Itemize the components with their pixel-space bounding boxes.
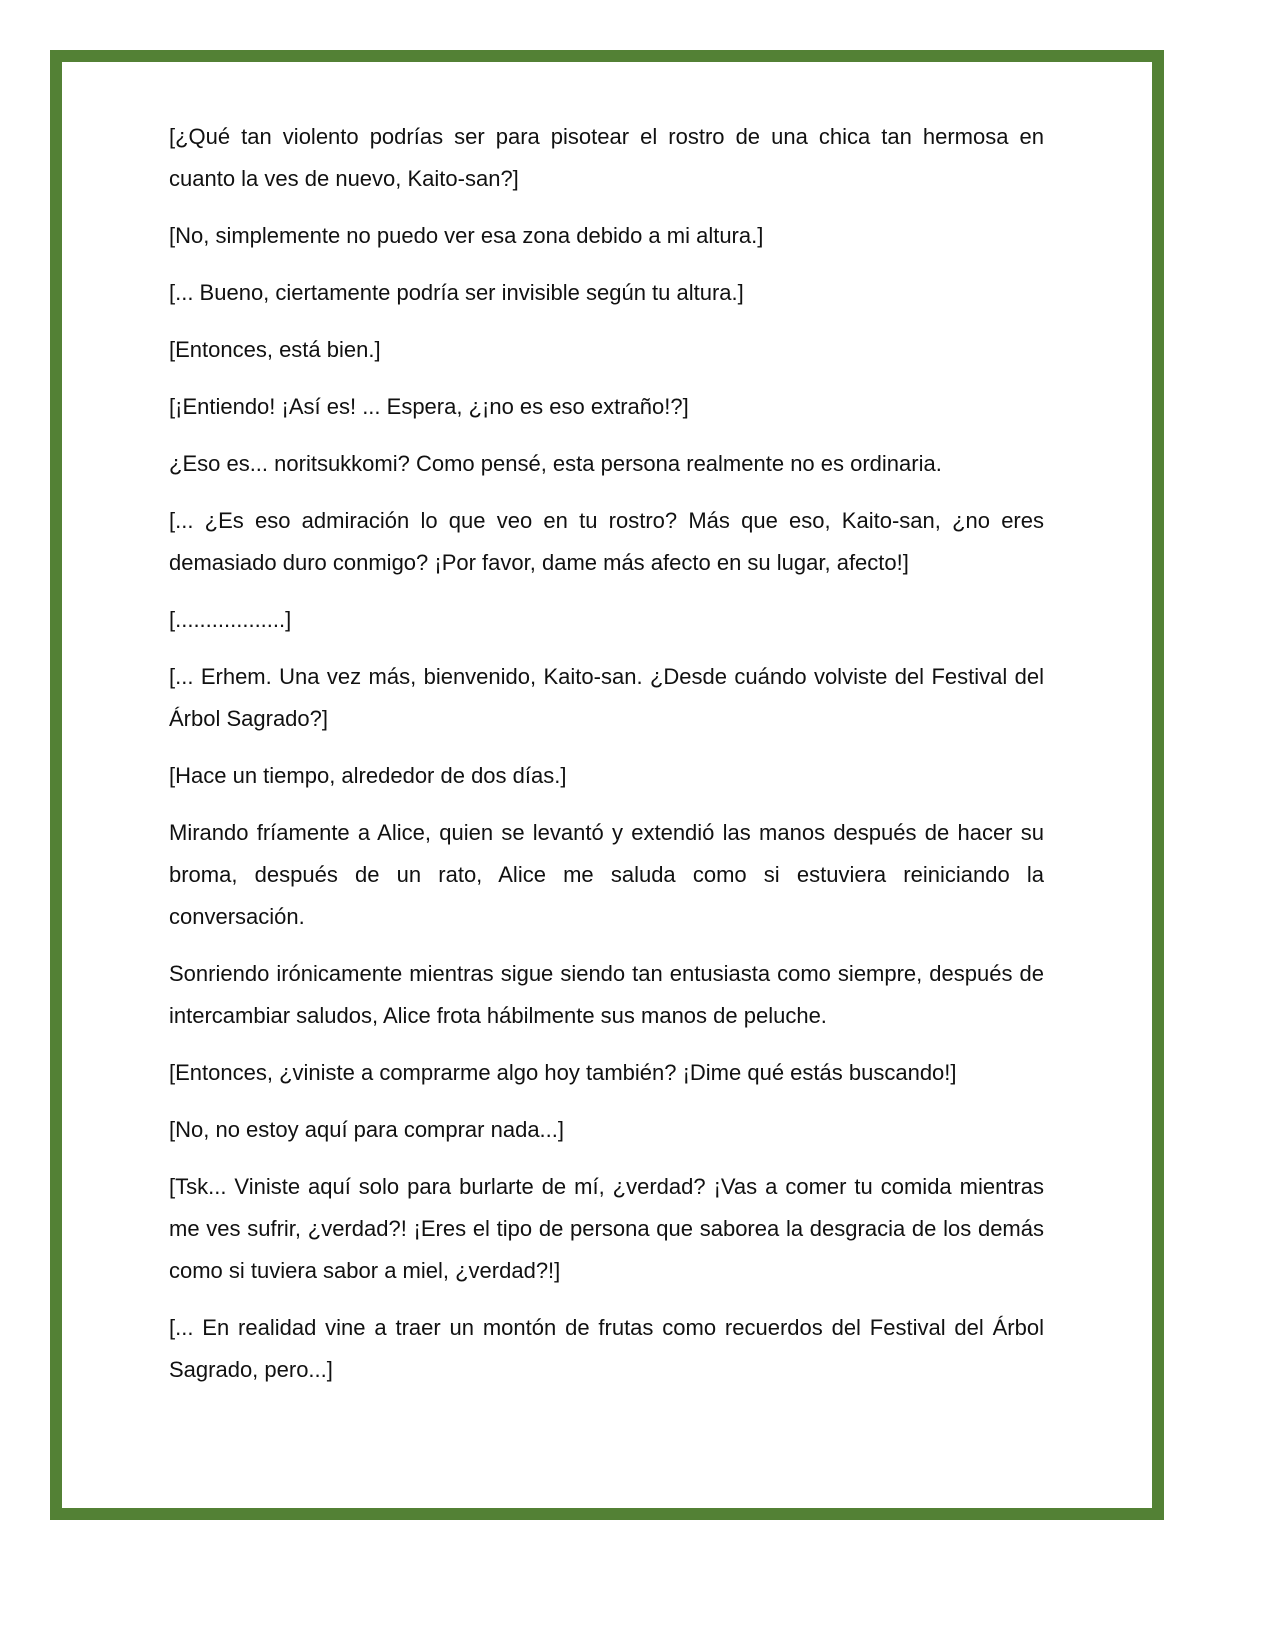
paragraph: [Tsk... Viniste aquí solo para burlarte de mí, ¿verdad? ¡Vas a comer tu comida mientras me ves sufrir, ¿verdad?! ¡Eres el tipo de persona que saborea la desgracia de los demás como si tuviera sabor a miel, ¿verdad?!] (169, 1174, 1044, 1283)
paragraph: [No, no estoy aquí para comprar nada...] (169, 1117, 565, 1142)
paragraph: Mirando fríamente a Alice, quien se levantó y extendió las manos después de hacer su broma, después de un rato, Alice me saluda como si estuviera reiniciando la conversación. (169, 820, 1044, 929)
paragraph: [... En realidad vine a traer un montón de frutas como recuerdos del Festival del Árbol Sagrado, pero...] (169, 1315, 1044, 1382)
paragraph: [..................] (169, 607, 292, 632)
paragraph: [¡Entiendo! ¡Así es! ... Espera, ¿¡no es eso extraño!?] (169, 394, 689, 419)
paragraph: ¿Eso es... noritsukkomi? Como pensé, esta persona realmente no es ordinaria. (169, 451, 942, 476)
paragraph: [... Erhem. Una vez más, bienvenido, Kaito-san. ¿Desde cuándo volviste del Festival del Árbol Sagrado?] (169, 664, 1044, 731)
paragraph: [... Bueno, ciertamente podría ser invisible según tu altura.] (169, 280, 744, 305)
paragraph: [¿Qué tan violento podrías ser para pisotear el rostro de una chica tan hermosa en cuanto la ves de nuevo, Kaito-san?] (169, 124, 1044, 191)
paragraph: [No, simplemente no puedo ver esa zona debido a mi altura.] (169, 223, 764, 248)
document-body (169, 116, 1044, 1406)
paragraph: [Entonces, está bien.] (169, 337, 381, 362)
paragraph: [Hace un tiempo, alrededor de dos días.] (169, 763, 567, 788)
paragraph: Sonriendo irónicamente mientras sigue siendo tan entusiasta como siempre, después de intercambiar saludos, Alice frota hábilmente sus manos de peluche. (169, 961, 1044, 1028)
paragraph: [... ¿Es eso admiración lo que veo en tu rostro? Más que eso, Kaito-san, ¿no eres demasiado duro conmigo? ¡Por favor, dame más afecto en su lugar, afecto!] (169, 508, 1044, 575)
paragraph: [Entonces, ¿viniste a comprarme algo hoy también? ¡Dime qué estás buscando!] (169, 1060, 957, 1085)
